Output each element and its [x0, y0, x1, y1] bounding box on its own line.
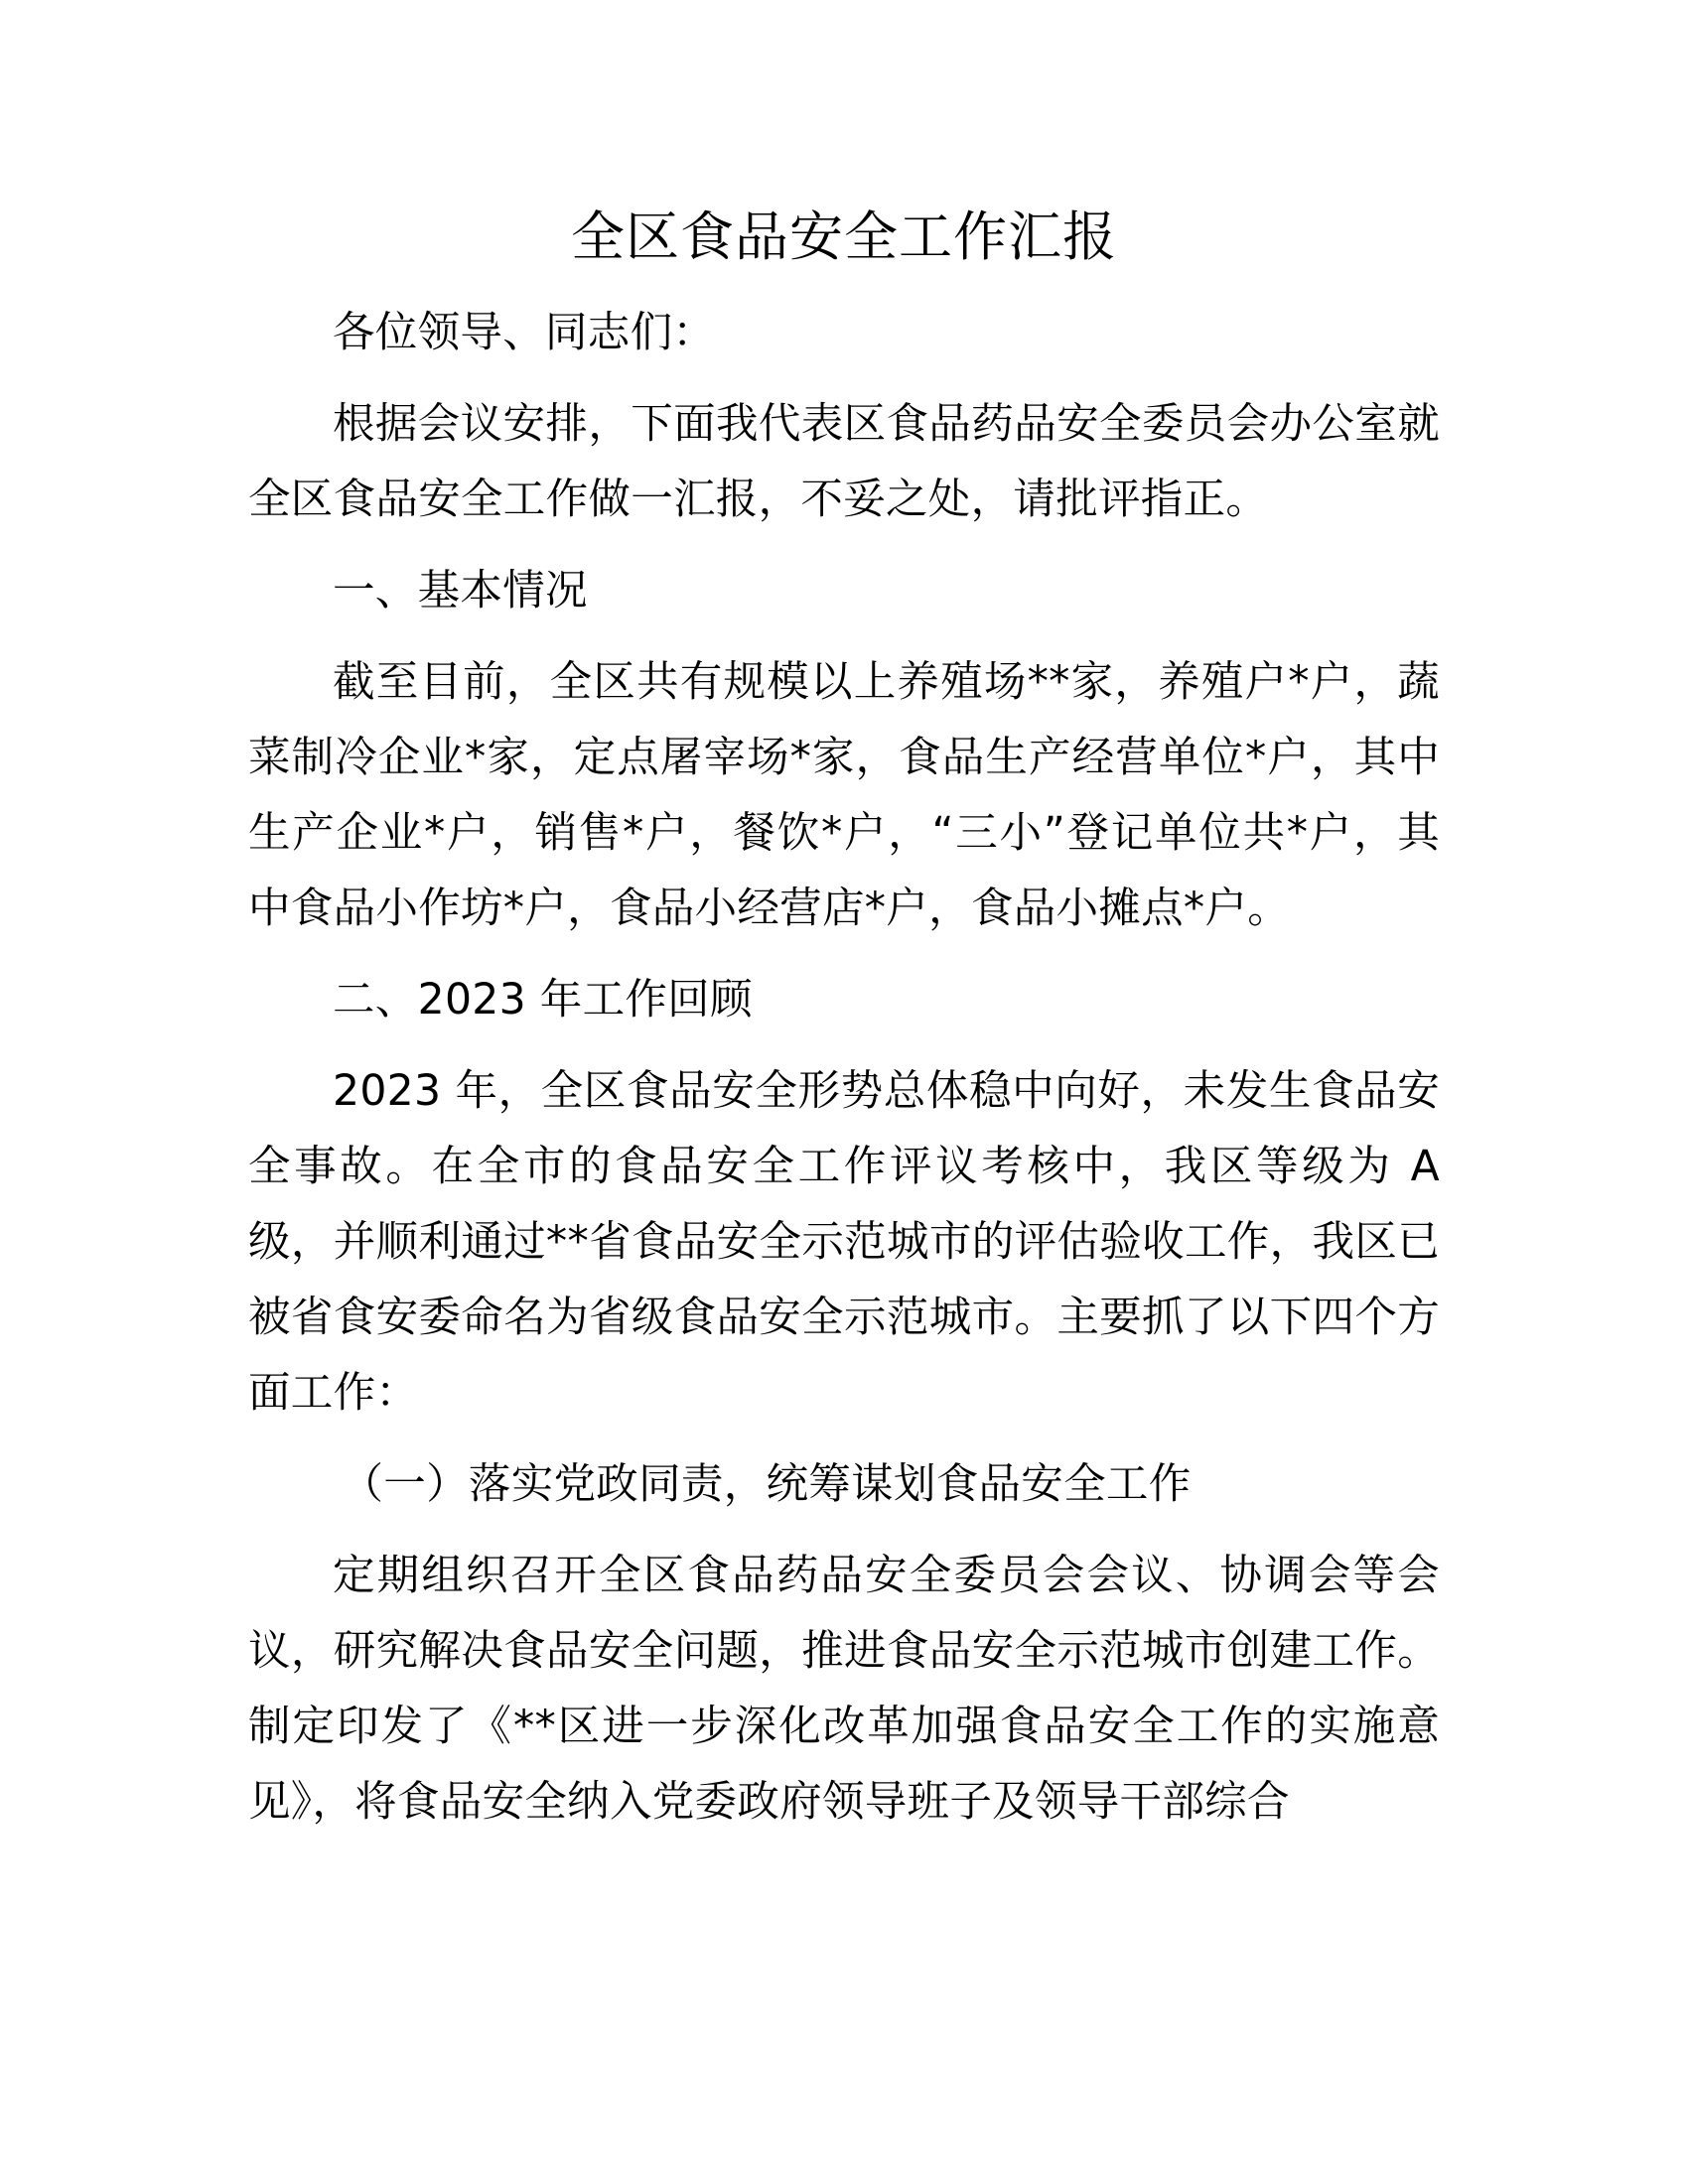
subsection-heading-1: （一）落实党政同责，统筹谋划食品安全工作 [341, 1460, 1192, 1509]
paragraph-review: 2023 年，全区食品安全形势总体稳中向好，未发生食品安全事故。在全市的食品安全工作评议考核中，我区等级为 A 级，并顺利通过**省食品安全示范城市的评估验收工作，我区已被省食安委命名为省级食品安全示范城市。主要抓了以下四个方面工作： [248, 1067, 1440, 1418]
salutation: 各位领导、同志们： [333, 309, 716, 357]
paragraph-basic: 截至目前，全区共有规模以上养殖场**家，养殖户*户，蔬菜制冷企业*家，定点屠宰场*家，食品生产经营单位*户，其中生产企业*户，销售*户，餐饮*户，“三小”登记单位共*户，其中食品小作坊*户，食品小经营店*户，食品小摊点*户。 [248, 658, 1440, 933]
document-body [248, 296, 1440, 1856]
section-heading-review: 二、2023 年工作回顾 [333, 976, 753, 1024]
paragraph-work-1: 定期组织召开全区食品药品安全委员会会议、协调会等会议，研究解决食品安全问题，推进食品安全示范城市创建工作。制定印发了《**区进一步深化改革加强食品安全工作的实施意见》，将食品安全纳入党委政府领导班子及领导干部综合 [248, 1552, 1440, 1827]
paragraph-intro: 根据会议安排，下面我代表区食品药品安全委员会办公室就全区食品安全工作做一汇报，不妥之处，请批评指正。 [248, 400, 1440, 524]
section-heading-basic: 一、基本情况 [333, 567, 588, 615]
document-title: 全区食品安全工作汇报 [571, 205, 1117, 268]
